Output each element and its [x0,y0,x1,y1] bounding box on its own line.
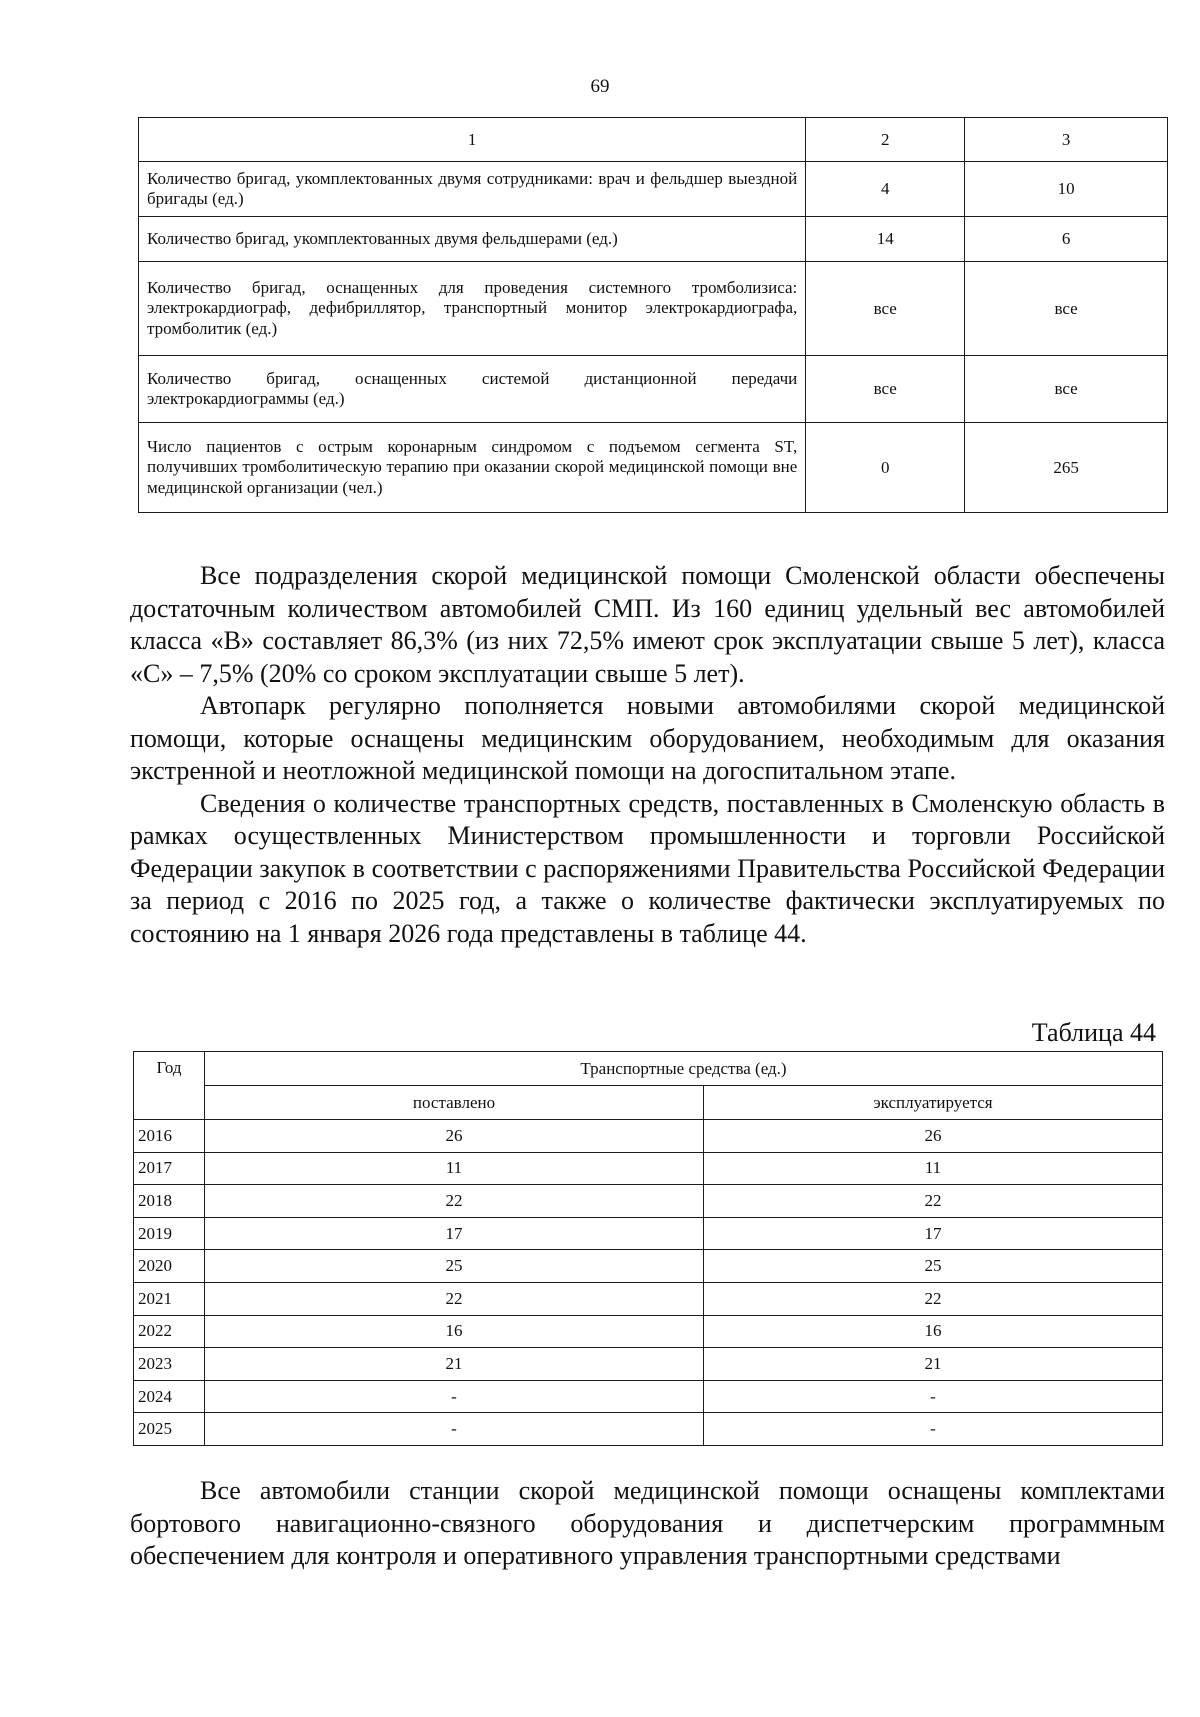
column-number-3: 3 [965,118,1168,162]
cell-year: 2016 [134,1120,205,1153]
cell-year: 2019 [134,1217,205,1250]
brigades-table [138,117,1168,513]
paragraph: Все автомобили станции скорой медицинской помощи оснащены комплектами бортового навигационно-связного оборудования и диспетчерским программным обеспечением для контроля и оперативного управления транспортными средствами [130,1476,1165,1570]
cell-delivered: - [205,1413,704,1446]
column-number-1: 1 [139,118,806,162]
cell-delivered: 11 [205,1152,704,1185]
cell-operated: - [704,1380,1163,1413]
row-value-col3: 10 [965,162,1168,217]
cell-delivered: 26 [205,1120,704,1153]
table-row [139,262,1168,356]
table-row [134,1250,1163,1283]
row-value-col3: 265 [965,423,1168,513]
table-header-row [134,1052,1163,1086]
row-value-col2: 4 [806,162,965,217]
cell-year: 2025 [134,1413,205,1446]
table-row [139,217,1168,262]
row-value-col3: все [965,356,1168,423]
table-row [134,1120,1163,1153]
row-value-col2: все [806,262,965,356]
table-row [134,1152,1163,1185]
header-delivered: поставлено [205,1086,704,1120]
vehicles-table [133,1051,1163,1446]
cell-year: 2022 [134,1315,205,1348]
body-text-block-2 [130,1475,1165,1573]
table-row [134,1315,1163,1348]
column-number-2: 2 [806,118,965,162]
table-row [134,1217,1163,1250]
cell-operated: 11 [704,1152,1163,1185]
table-row [134,1185,1163,1218]
cell-year: 2017 [134,1152,205,1185]
table-header-row [139,118,1168,162]
cell-operated: 26 [704,1120,1163,1153]
table-row [139,423,1168,513]
cell-operated: 22 [704,1185,1163,1218]
cell-operated: 17 [704,1217,1163,1250]
cell-delivered: - [205,1380,704,1413]
cell-operated: 25 [704,1250,1163,1283]
cell-year: 2023 [134,1348,205,1381]
row-description: Количество бригад, укомплектованных двумя сотрудниками: врач и фельдшер выездной бригады (ед.) [139,162,806,217]
page-number: 69 [590,76,610,97]
table-subheader-row [134,1086,1163,1120]
row-description: Число пациентов с острым коронарным синдромом с подъемом сегмента ST, получивших тромболитическую терапию при оказании скорой медицинской помощи вне медицинской организации (чел.) [139,423,806,513]
paragraph: Все подразделения скорой медицинской помощи Смоленской области обеспечены достаточным количеством автомобилей СМП. Из 160 единиц удельный вес автомобилей класса «В» составляет 86,3% (из них 72,5% имеют срок эксплуатации свыше 5 лет), класса «С» – 7,5% (20% со сроком эксплуатации свыше 5 лет). [130,561,1165,688]
cell-year: 2018 [134,1185,205,1218]
paragraph: Сведения о количестве транспортных средств, поставленных в Смоленскую область в рамках осуществленных Министерством промышленности и торговли Российской Федерации закупок в соответствии с распоряжениями Правительства Российской Федерации за период с 2016 по 2025 год, а также о количестве фактически эксплуатируемых по состоянию на 1 января 2026 года представлены в таблице 44. [130,788,1165,948]
paragraph: Автопарк регулярно пополняется новыми автомобилями скорой медицинской помощи, которые оснащены медицинским оборудованием, необходимым для оказания экстренной и неотложной медицинской помощи на догоспитальном этапе. [130,691,1165,785]
cell-delivered: 16 [205,1315,704,1348]
cell-year: 2021 [134,1282,205,1315]
header-operated: эксплуатируется [704,1086,1163,1120]
row-description: Количество бригад, оснащенных системой дистанционной передачи электрокардиограммы (ед.) [139,356,806,423]
row-value-col2: 0 [806,423,965,513]
row-description: Количество бригад, укомплектованных двумя фельдшерами (ед.) [139,217,806,262]
body-text-block-1 [130,560,1165,950]
cell-operated: - [704,1413,1163,1446]
table-row [134,1380,1163,1413]
cell-delivered: 22 [205,1282,704,1315]
row-value-col2: 14 [806,217,965,262]
table-row [139,162,1168,217]
header-vehicles-group: Транспортные средства (ед.) [205,1052,1163,1086]
cell-operated: 21 [704,1348,1163,1381]
row-description: Количество бригад, оснащенных для проведения системного тромболизиса: электрокардиограф, дефибриллятор, транспортный монитор электрокардиографа, тромболитик (ед.) [139,262,806,356]
cell-delivered: 22 [205,1185,704,1218]
cell-operated: 16 [704,1315,1163,1348]
row-value-col2: все [806,356,965,423]
row-value-col3: все [965,262,1168,356]
header-year: Год [134,1052,205,1120]
table-row [134,1348,1163,1381]
cell-delivered: 21 [205,1348,704,1381]
table-caption: Таблица 44 [1031,1018,1156,1047]
cell-year: 2024 [134,1380,205,1413]
row-value-col3: 6 [965,217,1168,262]
table-row [139,356,1168,423]
cell-year: 2020 [134,1250,205,1283]
table-row [134,1282,1163,1315]
cell-delivered: 25 [205,1250,704,1283]
table-row [134,1413,1163,1446]
cell-operated: 22 [704,1282,1163,1315]
cell-delivered: 17 [205,1217,704,1250]
